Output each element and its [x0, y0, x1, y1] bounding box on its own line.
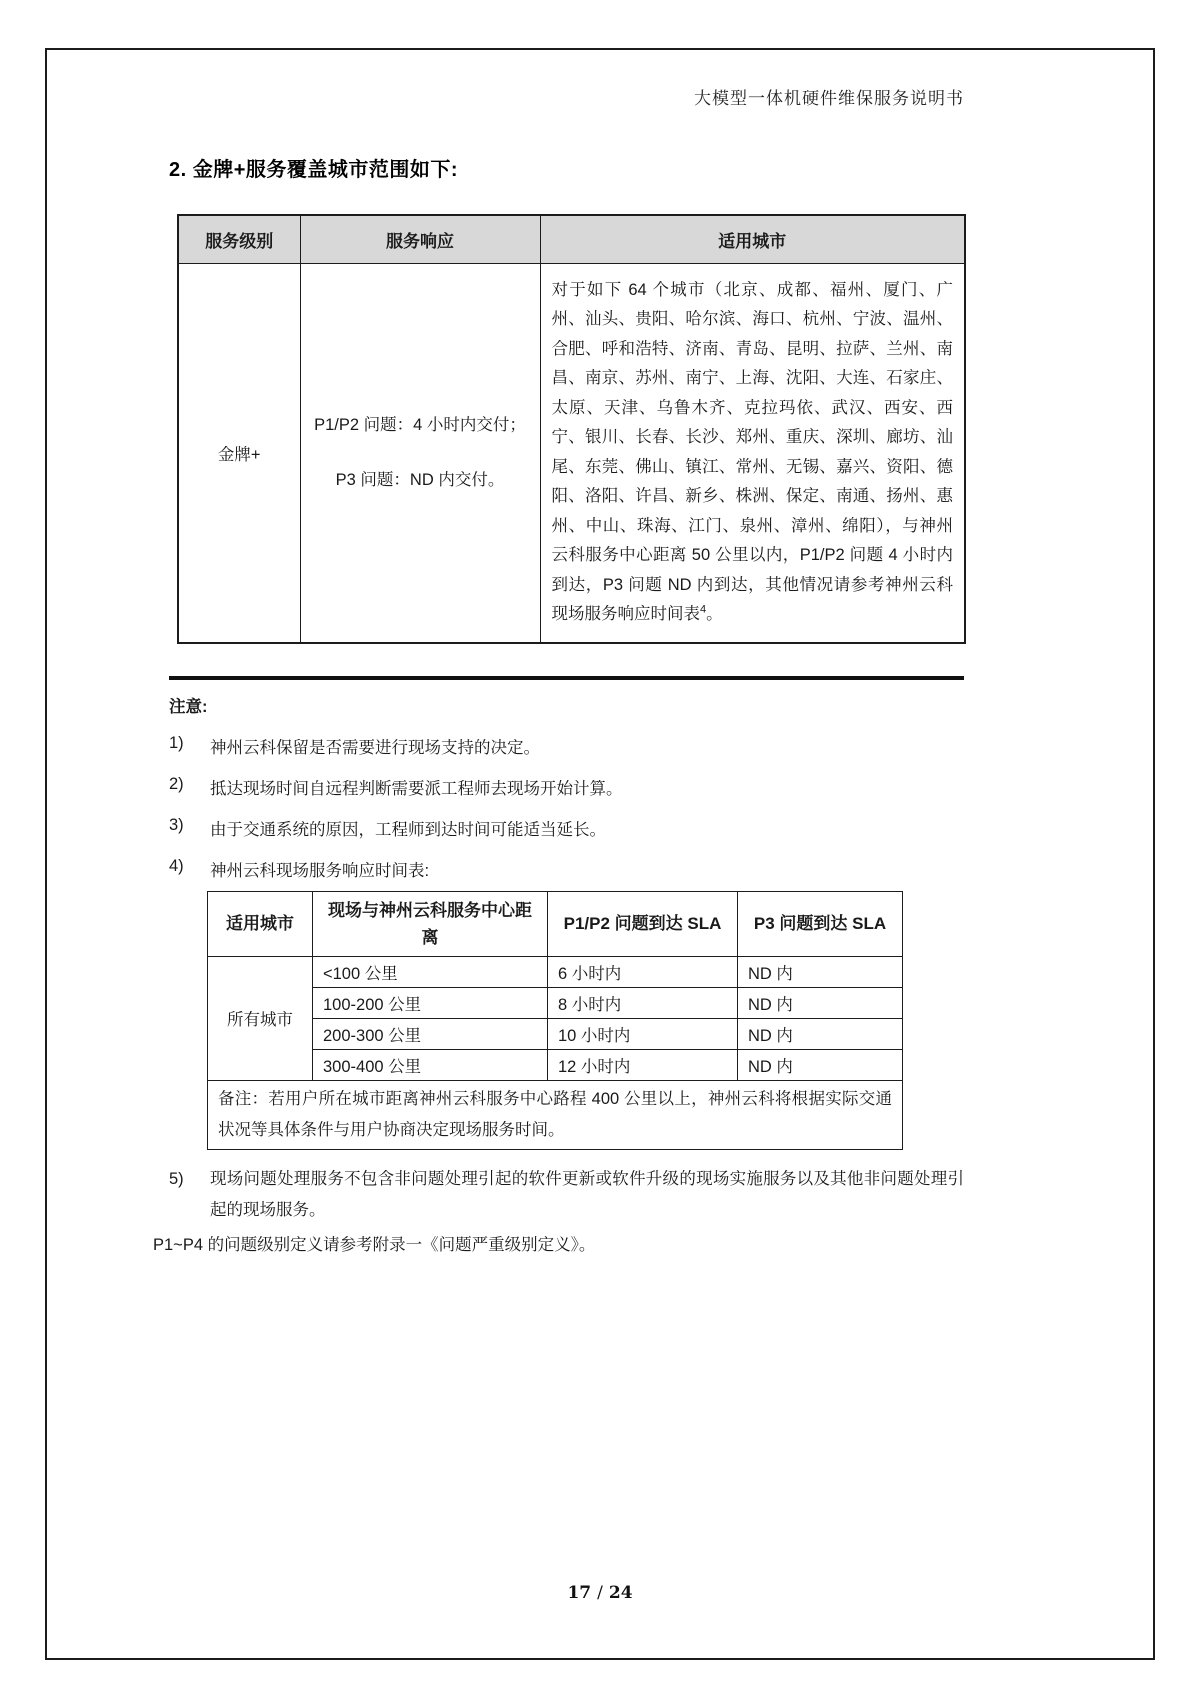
remark-cell: 备注：若用户所在城市距离神州云科服务中心路程 400 公里以上，神州云科将根据实际交通状况等具体条件与用户协商决定现场服务时间。 [208, 1080, 903, 1149]
note-number: 3) [169, 815, 184, 834]
document-header [169, 50, 964, 109]
header-distance: 现场与神州云科服务中心距离 [313, 891, 548, 956]
header-applicable-cities: 适用城市 [540, 215, 965, 263]
applicable-cities-cell [540, 263, 965, 643]
distance-cell: 300-400 公里 [313, 1049, 548, 1080]
response-p1p2: P1/P2 问题：4 小时内交付； [314, 415, 526, 434]
note-item-3 [169, 816, 964, 840]
note-text: 由于交通系统的原因，工程师到达时间可能适当延长。 [210, 820, 606, 839]
cities-text-end: 。 [706, 605, 723, 623]
severity-definition-note: P1~P4 的问题级别定义请参考附录一《问题严重级别定义》。 [153, 1235, 596, 1254]
header-applicable-cities: 适用城市 [208, 891, 313, 956]
note-number: 4) [169, 856, 184, 875]
header-service-response: 服务响应 [300, 215, 540, 263]
p1p2-sla-cell: 10 小时内 [548, 1018, 738, 1049]
table-row [208, 956, 903, 987]
gold-plus-service-table [177, 214, 966, 644]
note-item-2 [169, 775, 964, 799]
table-row [208, 1018, 903, 1049]
document-title: 大模型一体机硬件维保服务说明书 [694, 89, 964, 109]
table-row [178, 263, 965, 643]
footnote-reference: 4 [700, 603, 707, 616]
response-gap [313, 440, 528, 466]
note-text: 神州云科现场服务响应时间表: [210, 861, 430, 880]
distance-cell: <100 公里 [313, 956, 548, 987]
table-header-row [178, 215, 965, 263]
note-number: 5) [169, 1169, 184, 1188]
table-remark-row [208, 1080, 903, 1149]
p3-sla-cell: ND 内 [738, 1049, 903, 1080]
onsite-response-time-table [207, 891, 903, 1150]
note-item-1 [169, 734, 964, 758]
note-text: 抵达现场时间自远程判断需要派工程师去现场开始计算。 [210, 779, 623, 798]
p1p2-sla-cell: 6 小时内 [548, 956, 738, 987]
note-text: 神州云科保留是否需要进行现场支持的决定。 [210, 738, 540, 757]
header-p1p2-sla: P1/P2 问题到达 SLA [548, 891, 738, 956]
section-title: 2. 金牌+服务覆盖城市范围如下: [169, 159, 459, 181]
p1p2-sla-cell: 8 小时内 [548, 987, 738, 1018]
note-item-5 [169, 1164, 964, 1226]
p1p2-sla-cell: 12 小时内 [548, 1049, 738, 1080]
table-row [208, 1049, 903, 1080]
note-text: 现场问题处理服务不包含非问题处理引起的软件更新或软件升级的现场实施服务以及其他非问题处理引起的现场服务。 [210, 1169, 964, 1219]
header-p3-sla: P3 问题到达 SLA [738, 891, 903, 956]
table-header-row [208, 891, 903, 956]
p3-sla-cell: ND 内 [738, 987, 903, 1018]
note-number: 1) [169, 733, 184, 752]
p3-sla-cell: ND 内 [738, 956, 903, 987]
service-response-cell [300, 263, 540, 643]
cities-text: 对于如下 64 个城市（北京、成都、福州、厦门、广州、汕头、贵阳、哈尔滨、海口、杭州、宁波、温州、合肥、呼和浩特、济南、青岛、昆明、拉萨、兰州、南昌、南京、苏州、南宁、上海、沈阳、大连、石家庄、太原、天津、乌鲁木齐、克拉玛依、武汉、西安、西宁、银川、长春、长沙、郑州、重庆、深圳、廊坊、汕尾、东莞、佛山、镇江、常州、无锡、嘉兴、资阳、德阳、洛阳、许昌、新乡、株洲、保定、南通、扬州、惠州、中山、珠海、江门、泉州、漳州、绵阳），与神州云科服务中心距离 50 公里以内，P1/P2 问题 4 小时内到达，P3 问题 ND 内到达，其他情况请参考神州云科现场服务响应时间表 [551, 280, 953, 623]
table-row [208, 987, 903, 1018]
page-number-separator: / [597, 1583, 603, 1603]
distance-cell: 100-200 公里 [313, 987, 548, 1018]
distance-cell: 200-300 公里 [313, 1018, 548, 1049]
page-content [153, 50, 964, 1261]
section-divider-rule [169, 676, 964, 680]
note-number: 2) [169, 774, 184, 793]
page-number [0, 1583, 1200, 1603]
page-border-frame [45, 48, 1155, 1660]
p3-sla-cell: ND 内 [738, 1018, 903, 1049]
note-item-4 [169, 857, 964, 881]
header-service-level: 服务级别 [178, 215, 300, 263]
page-number-total: 24 [608, 1583, 633, 1603]
page-number-current: 17 [567, 1583, 592, 1603]
response-p3: P3 问题：ND 内交付。 [335, 470, 505, 489]
service-level-cell: 金牌+ [178, 263, 300, 643]
city-scope-cell: 所有城市 [208, 956, 313, 1080]
notes-label: 注意: [169, 697, 208, 716]
